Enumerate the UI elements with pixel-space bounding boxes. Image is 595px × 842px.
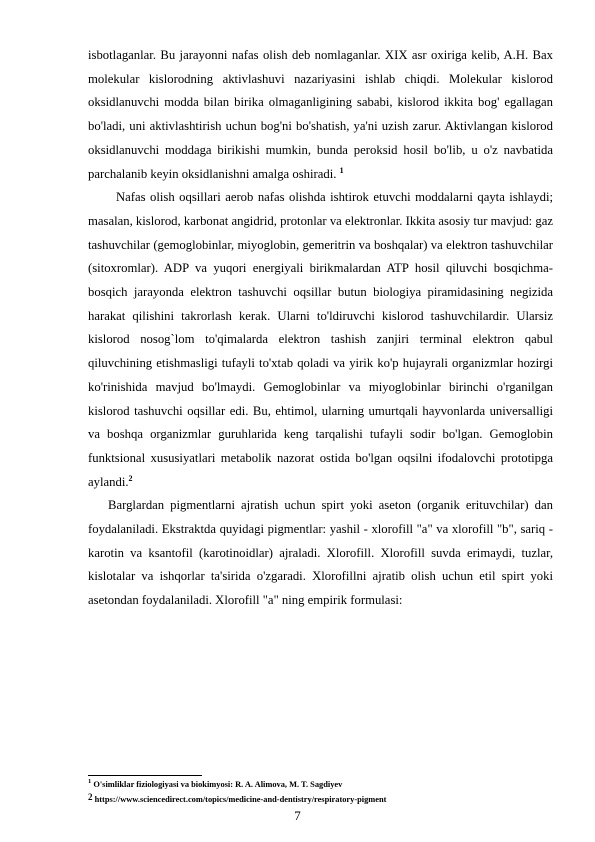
footnote-2 bbox=[88, 791, 553, 806]
footnote-1-text: O'simliklar fiziologiyasi va biokimyosi: R. A. Alimova, M. T. Sagdiyev bbox=[93, 780, 343, 789]
paragraph-3 bbox=[88, 494, 553, 613]
paragraph-2-text: Nafas olish oqsillari aerob nafas olishda ishtirok etuvchi moddalarni qayta ishlaydi; masalan, kislorod, karbonat angidrid, protonlar va elektronlar. Ikkita asosiy tur mavjud: gaz tashuvchilar (gemoglobinlar, miyoglobin, gemeritrin va boshqalar) va elektron tashuvchilar (sitoxromlar). ADP va yuqori energiyali birikmalardan ATP hosil qiluvchi bosqichma-bosqich jarayonda elektron tashuvchi oqsillar butun biologiya piramidasining negizida harakat qilishini takrorlash kerak. Ularni to'ldiruvchi kislorod tashuvchilardir. Ularsiz kislorod nosog`lom to'qimalarda elektron tashish zanjiri terminal elektron qabul qiluvchining etishmasligi tufayli to'xtab qoladi va yirik ko'p hujayrali organizmlar hozirgi ko'rinishida mavjud bo'lmaydi. Gemoglobinlar va miyoglobinlar birinchi o'rganilgan kislorod tashuvchi oqsillar edi. Bu, ehtimol, ularning umurtqali hayvonlarda universalligi va boshqa organizmlar guruhlarida keng tarqalishi tufayli sodir bo'lgan. Gemoglobin funktsional xususiyatlari metabolik nazorat ostida bo'lgan oqsilni ifodalovchi prototipga aylandi. bbox=[88, 190, 553, 489]
footnote-ref-1[interactable]: 1 bbox=[339, 165, 344, 175]
page-number: 7 bbox=[294, 808, 301, 823]
paragraph-2 bbox=[88, 186, 553, 494]
paragraph-1 bbox=[88, 44, 553, 186]
footnote-ref-2[interactable]: 2 bbox=[128, 473, 133, 483]
footnote-1-number: 1 bbox=[88, 778, 92, 786]
footnotes bbox=[88, 779, 553, 806]
paragraph-1-text: isbotlaganlar. Bu jarayonni nafas olish deb nomlaganlar. XIX asr oxiriga kelib, A.H. Bax molekular kislorodning aktivlashuvi nazariyasini ishlab chiqdi. Molekular kislorod oksidlanuvchi modda bilan birika olmaganligining sababi, kislorod ikkita bog' egallagan bo'ladi, uni aktivlashtirish uchun bog'ni bo'shatish, ya'ni uzish zarur. Aktivlangan kislorod oksidlanuvchi moddaga birikishi mumkin, bunda peroksid hosil bo'lib, u o'z navbatida parchalanib keyin oksidlanishni amalga oshiradi. bbox=[88, 48, 553, 181]
body-text bbox=[88, 44, 553, 613]
footnote-separator bbox=[88, 775, 202, 776]
footnote-2-number: 2 bbox=[88, 792, 93, 802]
footnote-2-link[interactable]: https://www.sciencedirect.com/topics/medicine-and-dentistry/respiratory-pigment bbox=[94, 795, 387, 804]
paragraph-3-text: Barglardan pigmentlarni ajratish uchun spirt yoki aseton (organik erituvchilar) dan foydalaniladi. Ekstraktda quyidagi pigmentlar: yashil - xlorofill "a" va xlorofill "b", sariq - karotin va ksantofil (karotinoidlar) ajraladi. Xlorofill. Xlorofill suvda erimaydi, tuzlar, kislotalar va ishqorlar ta'sirida o'zgaradi. Xlorofillni ajratib olish uchun etil spirt yoki asetondan foydalaniladi. Xlorofill "a" ning empirik formulasi: bbox=[88, 498, 553, 608]
footnote-1 bbox=[88, 779, 553, 791]
